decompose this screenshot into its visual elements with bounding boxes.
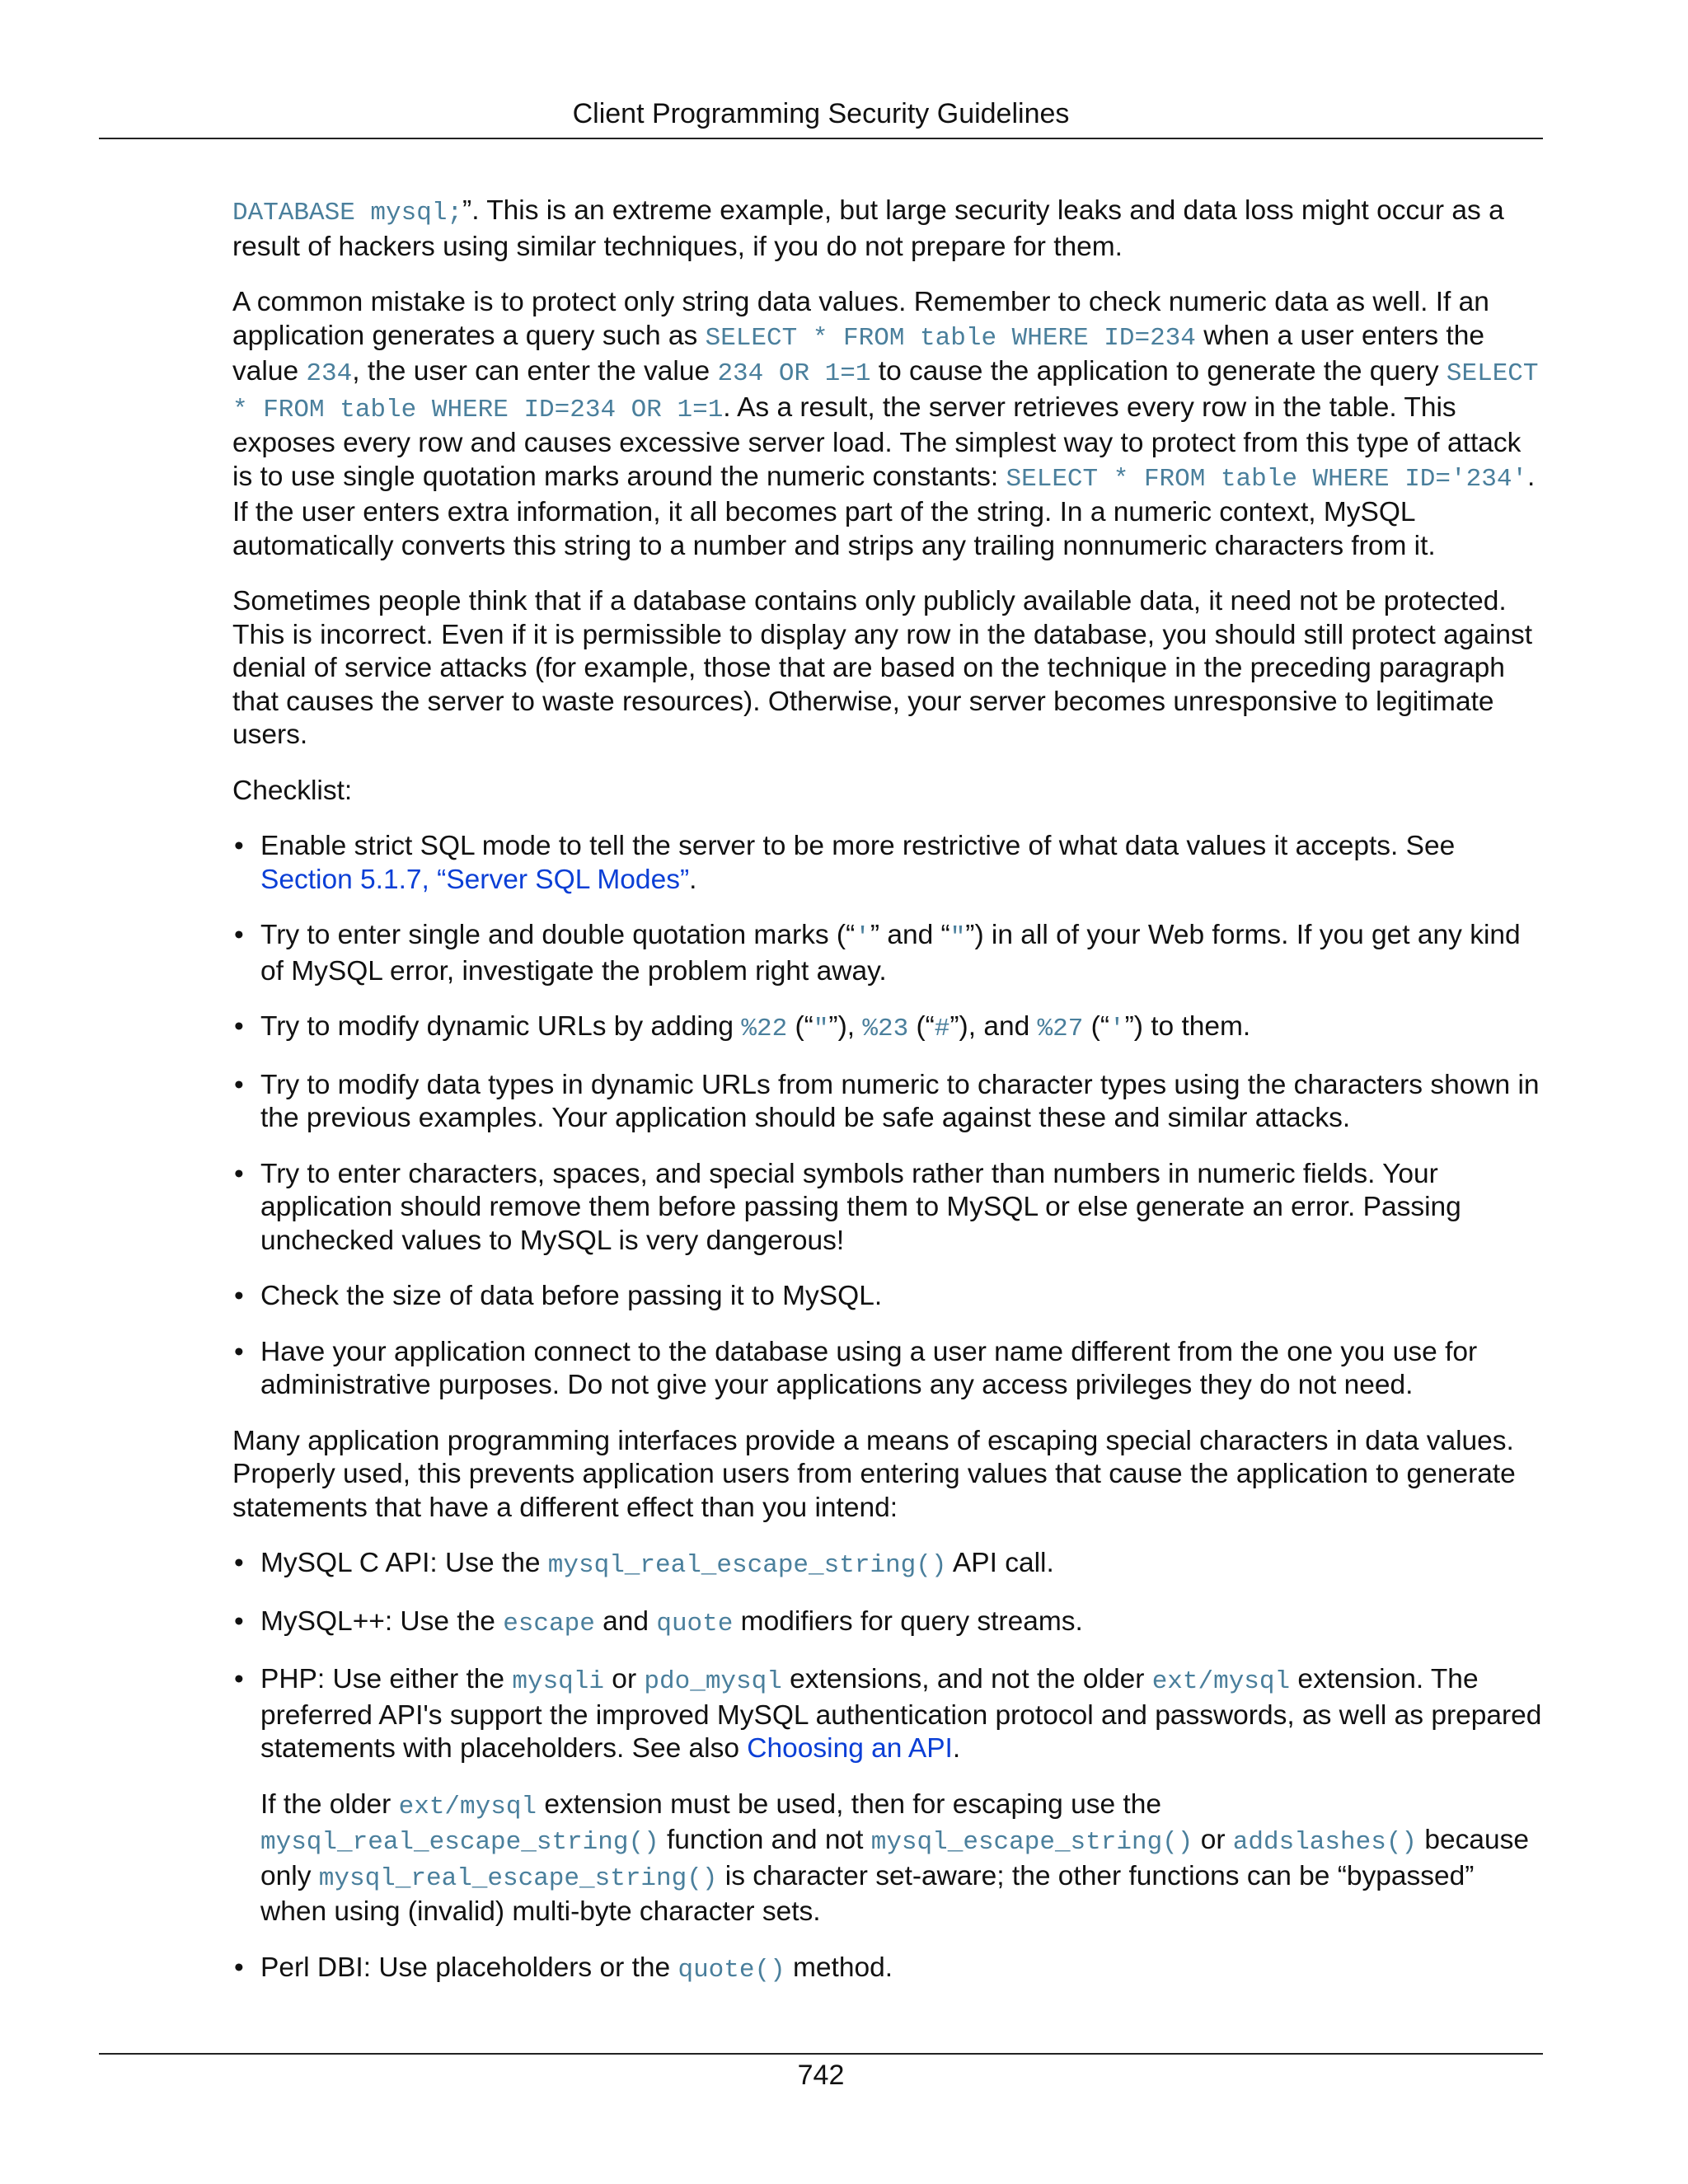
footer-divider (99, 2053, 1543, 2055)
inline-code: SELECT * FROM table WHERE ID=234 (705, 323, 1196, 353)
inline-code: " (950, 923, 966, 952)
inline-code: quote() (678, 1955, 785, 1985)
paragraph-text: A common mistake is to protect only string data values. Remember to check numeric data as well. If an application generates a query such as (232, 287, 1489, 351)
item-text: modifiers for query streams. (733, 1605, 1083, 1637)
page-content (232, 194, 1543, 2009)
item-text: PHP: Use either the (260, 1664, 513, 1694)
inline-code: mysql_real_escape_string() (547, 1551, 947, 1580)
inline-code: ' (1109, 1015, 1125, 1043)
header-divider (99, 138, 1543, 139)
checklist (232, 830, 1543, 1403)
item-text: is character set-aware; the other functions can be “bypassed” when using (invalid) multi-byte character sets. (260, 1860, 1475, 1927)
paragraph-text: . If the user enters extra information, it all becomes part of the string. In a numeric context, MySQL automatically converts this string to a number and strips any trailing nonnumeric characters from it. (232, 461, 1536, 561)
page-number: 742 (797, 2060, 845, 2091)
item-text: or (1193, 1825, 1233, 1855)
item-text: because only (260, 1825, 1530, 1891)
checklist-item (232, 1010, 1543, 1047)
paragraph-text: ”. This is an extreme example, but large security leaks and data loss might occur as a result of hackers using similar techniques, if you do not prepare for them. (232, 195, 1504, 262)
inline-code: ext/mysql (398, 1792, 537, 1821)
item-text: extension must be used, then for escaping use the (537, 1788, 1162, 1820)
item-text: (“ (787, 1011, 814, 1042)
item-text: MySQL++: Use the (260, 1605, 504, 1637)
inline-code: 234 (306, 359, 353, 388)
page-header-title: Client Programming Security Guidelines (572, 98, 1070, 129)
inline-code: mysql_real_escape_string() (318, 1863, 718, 1893)
inline-code: " (813, 1015, 829, 1043)
checklist-item (232, 1158, 1543, 1258)
intro-paragraph-1 (232, 194, 1543, 264)
paragraph-text: . As a result, the server retrieves every row in the table. This exposes every row and causes excessive server load. The simplest way to protect from this type of attack is to use single quotation marks around the numeric constants: (232, 391, 1522, 492)
item-text: extensions, and not the older (781, 1664, 1152, 1694)
inline-code: SELECT * FROM table WHERE ID=234 OR 1=1 (232, 359, 1539, 424)
checklist-item (232, 1280, 1543, 1314)
inline-code: # (934, 1015, 950, 1043)
inline-code: DATABASE mysql; (232, 199, 463, 227)
bullet-icon: • (234, 1548, 244, 1578)
paragraph-text: Sometimes people think that if a database contains only publicly available data, it need not be protected. This is incorrect. Even if it is permissible to display any row in the database, you should still protect against denial of service attacks (for example, those that are based on the technique in the preceding paragraph that causes the server to waste resources). Otherwise, your server becomes unresponsive to legitimate users. (232, 586, 1533, 750)
api-intro-paragraph (232, 1425, 1543, 1526)
inline-code: mysql_escape_string() (870, 1828, 1193, 1857)
paragraph-text: to cause the application to generate the query (870, 356, 1447, 387)
item-text: (“ (908, 1011, 935, 1042)
inline-code: pdo_mysql (644, 1667, 782, 1696)
item-text: extension. The preferred API's support the improved MySQL authentication protocol and passwords, as well as prepared statements with placeholders. See also (260, 1664, 1542, 1764)
bullet-icon: • (234, 1281, 244, 1311)
inline-code: addslashes() (1232, 1828, 1418, 1857)
inline-code: escape (503, 1609, 595, 1638)
bullet-icon: • (234, 1011, 244, 1042)
item-text: Check the size of data before passing it to MySQL. (260, 1281, 883, 1311)
api-list-item (232, 1547, 1543, 1583)
api-list-item (232, 1605, 1543, 1642)
inline-code: %27 (1037, 1015, 1084, 1043)
inline-code: SELECT * FROM table WHERE ID='234' (1006, 464, 1528, 494)
item-text: and (594, 1605, 657, 1637)
api-list-item (232, 1952, 1543, 1988)
bullet-icon: • (234, 1952, 244, 1983)
item-text: function and not (659, 1825, 871, 1855)
item-text: ”), and (950, 1011, 1038, 1042)
checklist-item (232, 919, 1543, 988)
checklist-item (232, 1336, 1543, 1403)
inline-code: mysql_real_escape_string() (260, 1828, 659, 1857)
bullet-icon: • (234, 1158, 244, 1189)
item-text: ”), (828, 1011, 863, 1042)
item-text: Try to enter single and double quotation marks (“ (260, 920, 856, 950)
paragraph-text: , the user can enter the value (352, 356, 718, 387)
item-text: Enable strict SQL mode to tell the server to be more restrictive of what data values it accepts. See (260, 831, 1456, 861)
inline-code: mysqli (512, 1667, 604, 1696)
item-text: (“ (1083, 1011, 1109, 1042)
php-sub-paragraph (260, 1788, 1543, 1929)
item-text: Try to enter characters, spaces, and special symbols rather than numbers in numeric fields. Your application should remove them before passing them to MySQL or else generate an error. Passing unchecked values to MySQL is very dangerous! (260, 1158, 1461, 1256)
bullet-icon: • (234, 1336, 244, 1367)
bullet-icon: • (234, 920, 244, 950)
item-text: MySQL C API: Use the (260, 1548, 548, 1578)
bullet-icon: • (234, 1069, 244, 1100)
item-text: . (952, 1733, 961, 1764)
bullet-icon: • (234, 1605, 244, 1637)
bullet-icon: • (234, 1664, 244, 1694)
checklist-label: Checklist: (232, 775, 353, 806)
intro-paragraph-2 (232, 286, 1543, 563)
api-list (232, 1547, 1543, 1987)
inline-code: ext/mysql (1151, 1667, 1291, 1696)
item-text: Have your application connect to the database using a user name different from the one you use for administrative purposes. Do not give your applications any access privileges they do not need. (260, 1336, 1478, 1400)
server-sql-modes-link[interactable]: Section 5.1.7, “Server SQL Modes” (260, 864, 690, 895)
item-text: Perl DBI: Use placeholders or the (260, 1952, 678, 1983)
item-text: If the older (260, 1788, 399, 1820)
item-text: Try to modify dynamic URLs by adding (260, 1011, 742, 1042)
checklist-item (232, 830, 1543, 897)
inline-code: 234 OR 1=1 (717, 359, 871, 388)
inline-code: %22 (741, 1015, 788, 1043)
inline-code: ' (855, 923, 870, 952)
item-text: . (689, 864, 697, 895)
inline-code: %23 (862, 1015, 909, 1043)
item-text: ”) in all of your Web forms. If you get any kind of MySQL error, investigate the problem right away. (260, 920, 1521, 987)
checklist-item (232, 1069, 1543, 1136)
paragraph-text: Many application programming interfaces provide a means of escaping special characters in data values. Properly used, this prevents application users from entering values that cause the application to generate statements that have a different effect than you intend: (232, 1425, 1516, 1523)
item-text: API call. (946, 1548, 1054, 1578)
api-list-item (232, 1663, 1543, 1929)
paragraph-text: when a user enters the value (232, 320, 1484, 387)
item-text: ”) to them. (1124, 1011, 1251, 1042)
item-text: ” and “ (870, 920, 950, 950)
item-text: Try to modify data types in dynamic URLs from numeric to character types using the characters shown in the previous examples. Your application should be safe against these and similar attacks. (260, 1069, 1540, 1133)
item-text: method. (785, 1952, 893, 1983)
intro-paragraph-3 (232, 585, 1543, 752)
choosing-an-api-link[interactable]: Choosing an API (747, 1733, 953, 1764)
php-paragraph (260, 1663, 1543, 1766)
inline-code: quote (656, 1609, 734, 1638)
item-text: or (604, 1664, 645, 1694)
bullet-icon: • (234, 831, 244, 861)
